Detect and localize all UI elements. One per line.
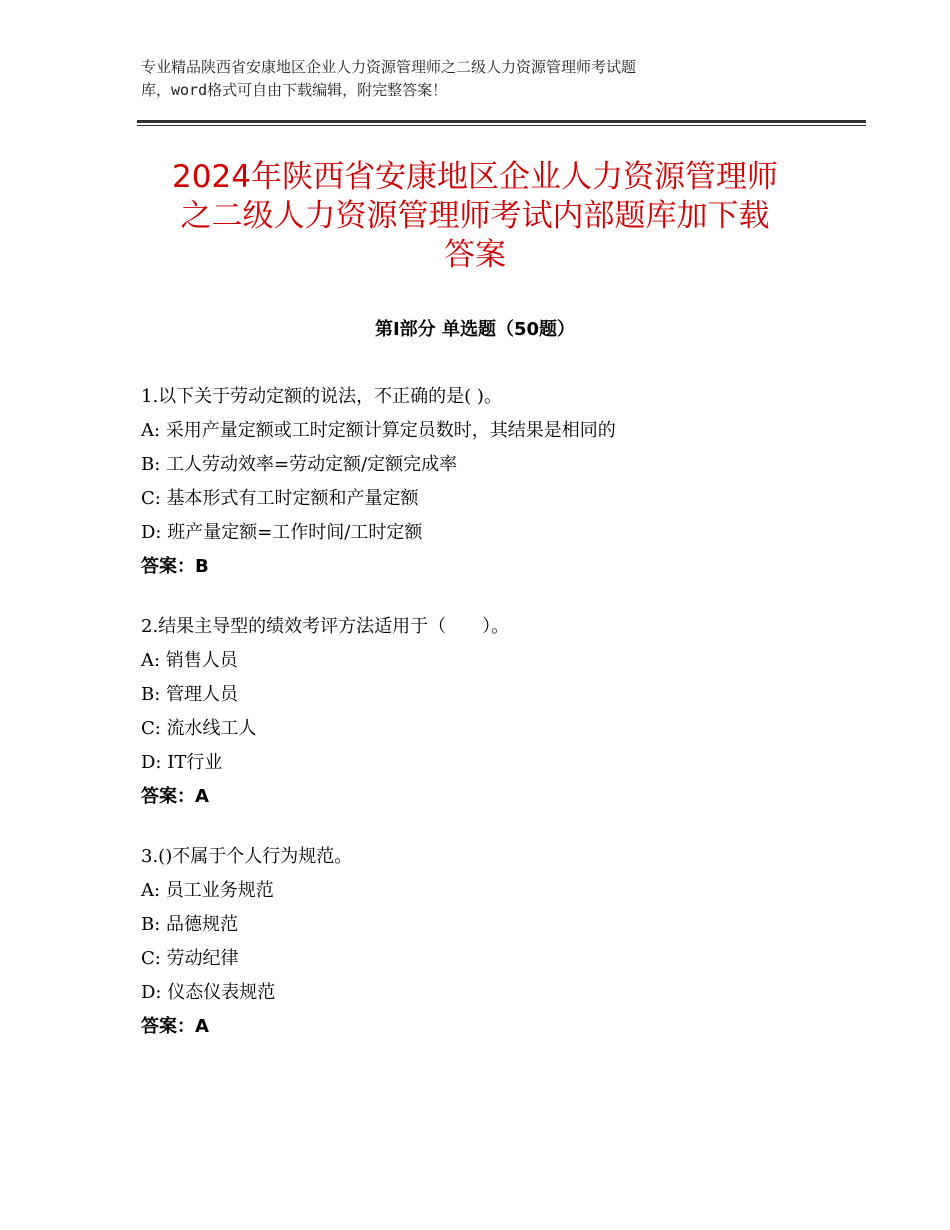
option-b: B: 品德规范 bbox=[141, 914, 239, 935]
header-note-line-2: 库，word格式可自由下载编辑，附完整答案！ bbox=[141, 81, 448, 99]
header-note bbox=[141, 56, 831, 102]
option-d: D: 班产量定额=工作时间/工时定额 bbox=[141, 522, 423, 543]
question-list bbox=[141, 380, 861, 1070]
section-title: 第Ⅰ部分 单选题（50题） bbox=[374, 319, 575, 340]
option-b: B: 管理人员 bbox=[141, 684, 239, 705]
header-note-line-1: 专业精品陕西省安康地区企业人力资源管理师之二级人力资源管理师考试题 bbox=[141, 58, 637, 76]
option-b: B: 工人劳动效率=劳动定额/定额完成率 bbox=[141, 454, 458, 475]
question-stem: 3.()不属于个人行为规范。 bbox=[141, 846, 353, 867]
option-c: C: 基本形式有工时定额和产量定额 bbox=[141, 488, 419, 509]
answer-text: 答案：B bbox=[141, 556, 209, 577]
option-c: C: 流水线工人 bbox=[141, 718, 257, 739]
document-title-line-1: 2024年陕西省安康地区企业人力资源管理师 bbox=[172, 159, 778, 195]
option-a: A: 员工业务规范 bbox=[141, 880, 274, 901]
answer-text: 答案：A bbox=[141, 786, 209, 807]
question-2 bbox=[141, 610, 861, 814]
question-3 bbox=[141, 840, 861, 1044]
option-a: A: 销售人员 bbox=[141, 650, 238, 671]
option-d: D: 仪态仪表规范 bbox=[141, 982, 276, 1003]
question-stem: 2.结果主导型的绩效考评方法适用于（ ）。 bbox=[141, 616, 510, 637]
option-a: A: 采用产量定额或工时定额计算定员数时，其结果是相同的 bbox=[141, 420, 616, 441]
document-title-line-3: 答案 bbox=[444, 237, 506, 273]
question-stem: 1.以下关于劳动定额的说法，不正确的是( )。 bbox=[141, 386, 502, 407]
document-title bbox=[120, 158, 830, 275]
document-title-line-2: 之二级人力资源管理师考试内部题库加下载 bbox=[180, 198, 770, 234]
header-divider bbox=[137, 120, 866, 126]
answer-text: 答案：A bbox=[141, 1016, 209, 1037]
question-1 bbox=[141, 380, 861, 584]
option-d: D: IT行业 bbox=[141, 752, 223, 773]
option-c: C: 劳动纪律 bbox=[141, 948, 239, 969]
